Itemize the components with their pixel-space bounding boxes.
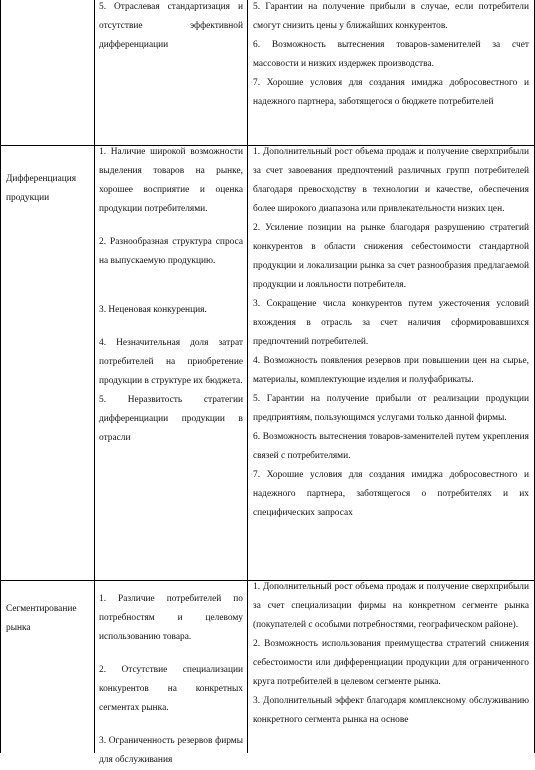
advantage-item: 2. Усиление позиции на рынке благодаря разрушению стратегий конкурентов в области снижения себестоимости стандартной продукции и локализации рынка за счет разнообразия предлагаемой продукции и лояльности потребителя. [253,223,529,290]
row-1-advantages [253,143,529,523]
table-border-left [0,0,1,753]
advantage-item: 2. Возможность использования преимущества стратегий снижения себестоимости или дифференциации продукции для ограниченного круга потребителей в целевом сегменте рынка. [253,639,529,687]
condition-item: 4. Незначительная доля затрат потребителей на приобретение продукции в структуре их бюджета. [99,338,243,386]
advantage-item: 3. Сокращение числа конкурентов путем ужесточения условий вхождения в отрасль за счет наличия сформировавшихся предпочтений потребителей. [253,299,529,347]
advantage-item: 3. Дополнительный эффект благодаря комплексному обслуживанию конкретного сегмента рынка на основе [253,696,529,725]
advantage-item: 6. Возможность вытеснения товаров-заменителей за счет массовости и низких издержек производства. [253,40,529,69]
column-divider-2 [247,0,248,753]
condition-item: 3. Неценовая конкуренция. [99,305,207,315]
advantage-item: 1. Дополнительный рост объема продаж и получение сверхприбыли за счет завоевания предпочтений различных групп потребителей благодаря превосходству в технологии и качестве, обеспечения более широкого диапазона или привлекательности низких цен. [253,147,529,214]
advantage-item: 7. Хорошие условия для создания имиджа добросовестного и надежного партнера, заботящегося о бюджете потребителей [253,78,529,107]
advantage-item: 6. Возможность вытеснения товаров-заменителей путем укрепления связей с потребителями. [253,432,529,461]
row-0-conditions [99,0,243,55]
condition-item: 2. Разнообразная структура спроса на выпускаемую продукцию. [99,237,243,266]
row-2-factor: Сегментирование рынка [6,604,77,633]
condition-item: 5. Неразвитость стратегии дифференциации продукции в отрасли [99,395,243,443]
advantage-item: 5. Гарантии на получение прибыли в случае, если потребители смогут снизить цены у ближайших конкурентов. [253,2,529,31]
row-1-conditions [99,143,243,448]
row-0-advantages [253,0,529,112]
advantage-item: 7. Хорошие условия для создания имиджа добросовестного и надежного партнера, заботящегося о потребителях и их специфических запросах [253,470,529,518]
condition-item: 3. Ограниченность резервов фирмы для обслуживания [99,736,243,765]
condition-item: 1. Наличие широкой возможности выделения товаров на рынке, хорошее восприятие и оценка продукции потребителями. [99,147,243,214]
condition-item: 5. Отраслевая стандартизация и отсутствие эффективной дифференциации [99,2,243,50]
condition-item: 1. Различие потребителей по потребностям и целевому использованию товара. [99,594,243,642]
row-1-factor: Дифференциация продукции [6,174,77,203]
advantage-item: 1. Дополнительный рост объема продаж и получение сверхприбыли за счет специализации фирмы на конкретном сегменте рынка (покупателей с особыми потребностями, географическом районе). [253,582,529,630]
advantage-item: 5. Гарантии на получение прибыли от реализации продукции предприятиям, пользующимся услугами только данной фирмы. [253,394,529,423]
column-divider-1 [94,0,95,753]
condition-item: 2. Отсутствие специализации конкурентов на конкретных сегментах рынка. [99,665,243,713]
row-2-advantages [253,578,529,730]
advantage-item: 4. Возможность появления резервов при повышении цен на сырье, материалы, комплектующие изделия и полуфабрикаты. [253,356,529,385]
row-2-conditions [99,590,243,770]
